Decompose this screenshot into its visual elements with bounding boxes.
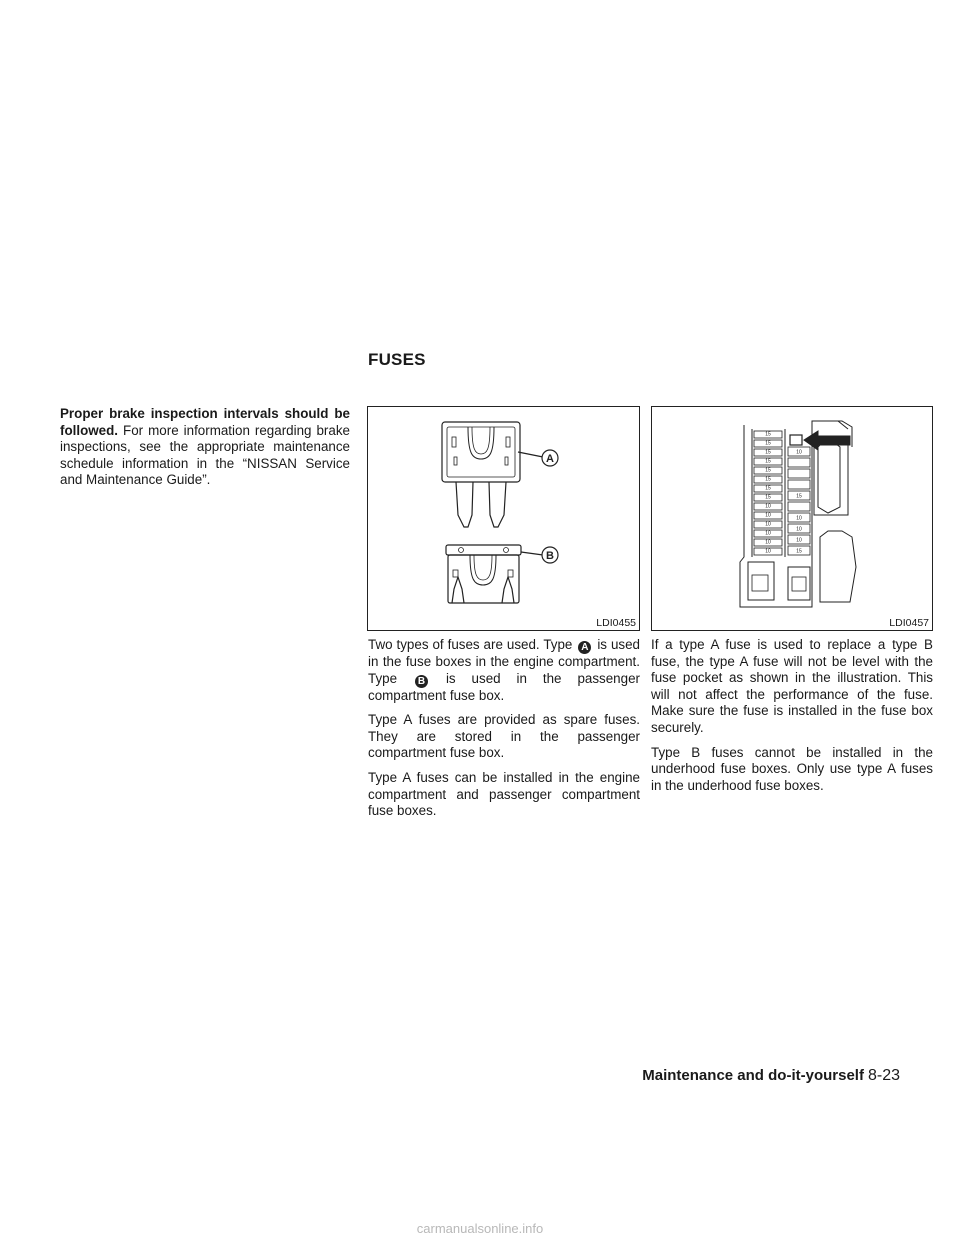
right-fuse-slot bbox=[788, 480, 810, 489]
right-fuse-slot bbox=[788, 458, 810, 467]
left-fuse-rating: 10 bbox=[765, 503, 771, 510]
callout-b bbox=[542, 547, 558, 563]
right-fuse-rating: 10 bbox=[796, 537, 802, 544]
left-fuse-rating: 15 bbox=[765, 440, 771, 447]
install-paragraph: Type A fuses can be installed in the engine compartment and passenger compartment fuse boxes. bbox=[368, 769, 640, 819]
left-fuse-rating: 15 bbox=[765, 467, 771, 474]
right-fuse-rating: 10 bbox=[796, 449, 802, 456]
watermark: carmanualsonline.info bbox=[416, 1221, 544, 1236]
left-fuse-rating: 15 bbox=[765, 449, 771, 456]
right-fuse-rating: 10 bbox=[796, 515, 802, 522]
left-fuse-rating: 15 bbox=[765, 458, 771, 465]
type-b-badge: B bbox=[415, 675, 428, 688]
fuse-box-figure bbox=[651, 406, 933, 631]
left-fuse-rating: 10 bbox=[765, 512, 771, 519]
left-fuse-rating: 15 bbox=[765, 431, 771, 438]
right-column bbox=[651, 637, 933, 802]
brake-inspection-paragraph bbox=[60, 406, 350, 489]
fuse-types-text-2: is used in the fuse boxes in the engine compartment. Type bbox=[368, 637, 640, 686]
callout-b-label: B bbox=[546, 550, 554, 562]
section-title: FUSES bbox=[368, 350, 426, 369]
right-fuse-rating: 15 bbox=[796, 493, 802, 500]
callout-a-label: A bbox=[546, 453, 554, 465]
figure-code: LDI0457 bbox=[889, 617, 929, 629]
right-fuse-rating: 10 bbox=[796, 526, 802, 533]
fuse-types-figure bbox=[367, 406, 640, 631]
type-b-restriction-paragraph: Type B fuses cannot be installed in the underhood fuse boxes. Only use type A fuses in the underhood fuse boxes. bbox=[651, 744, 933, 793]
left-fuse-rating: 15 bbox=[765, 476, 771, 483]
left-column bbox=[60, 406, 350, 497]
left-fuse-rating: 10 bbox=[765, 539, 771, 546]
left-fuse-rating: 10 bbox=[765, 521, 771, 528]
page-footer bbox=[642, 1067, 900, 1085]
fuse-rows-right bbox=[788, 447, 810, 555]
fuse-types-text-1: Two types of fuses are used. Type bbox=[368, 637, 573, 652]
brake-inspection-text: For more information regarding brake inspections, see the appropriate maintenance schedule information in the “NISSAN Service and Maintenance Guide”. bbox=[60, 422, 350, 488]
type-a-badge: A bbox=[578, 641, 591, 654]
raised-fuse bbox=[790, 435, 802, 445]
middle-column bbox=[368, 637, 640, 828]
right-fuse-rating: 15 bbox=[796, 548, 802, 555]
spare-fuses-paragraph: Type A fuses are provided as spare fuses. They are stored in the passenger compartment fuse box. bbox=[368, 712, 640, 761]
arrow-icon bbox=[804, 431, 850, 450]
left-fuse-rating: 10 bbox=[765, 548, 771, 555]
left-fuse-rating: 15 bbox=[765, 485, 771, 492]
type-a-replacement-paragraph: If a type A fuse is used to replace a type B fuse, the type A fuse will not be level with the fuse pocket as shown in the illustration. This will not affect the performance of the fuse. Make sure the fuse is installed in the fuse box securely. bbox=[651, 637, 933, 735]
right-fuse-slot bbox=[788, 469, 810, 478]
fuse-types-paragraph bbox=[368, 637, 640, 704]
callout-a bbox=[542, 450, 558, 466]
right-fuse-slot bbox=[788, 502, 810, 511]
page-number: 8-23 bbox=[867, 1067, 900, 1084]
fuse-types-text-3: is used in the passenger compartment fuse box. bbox=[368, 670, 640, 703]
footer-section: Maintenance and do-it-yourself bbox=[642, 1067, 864, 1084]
left-fuse-rating: 10 bbox=[765, 530, 771, 537]
fuse-rows-left bbox=[754, 431, 782, 555]
figure-code: LDI0455 bbox=[596, 617, 636, 629]
fuse-box-illustration bbox=[652, 407, 932, 630]
left-fuse-rating: 15 bbox=[765, 494, 771, 501]
brake-inspection-lead: Proper brake inspection intervals should be followed. bbox=[60, 406, 350, 438]
fuse-types-illustration bbox=[368, 407, 639, 630]
